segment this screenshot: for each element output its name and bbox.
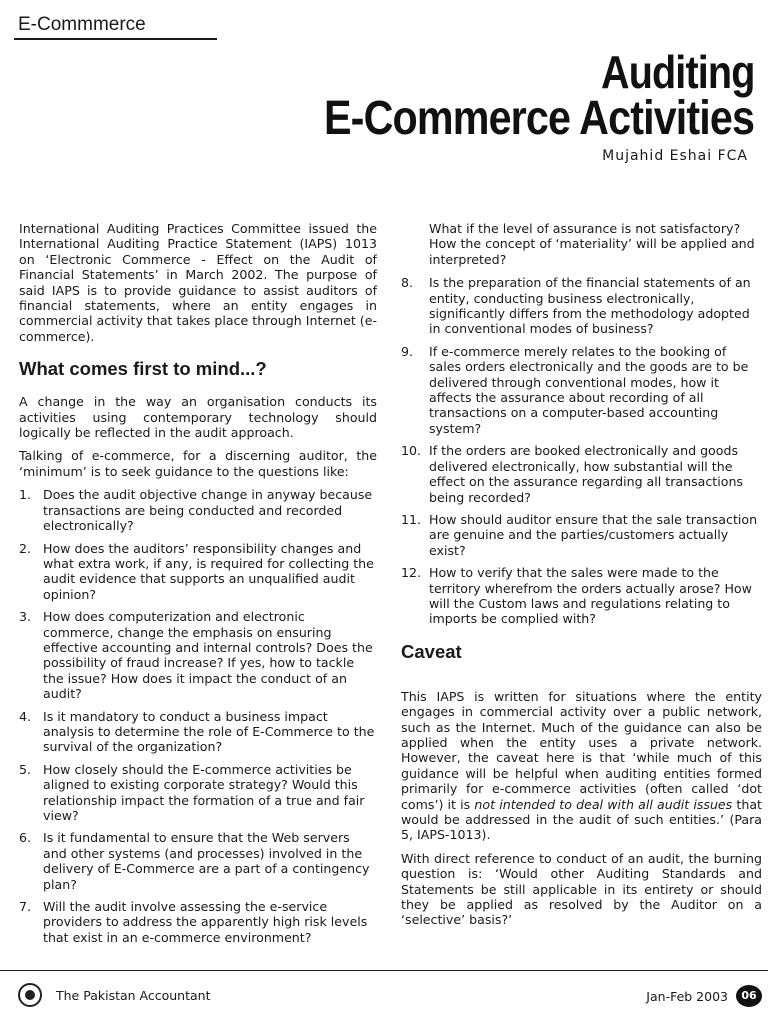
item-number: 7. (19, 899, 32, 915)
list-item (401, 443, 762, 505)
item-number: 10. (401, 443, 422, 459)
article-title-line-2: E-Commerce Activities (323, 92, 754, 145)
item-text: Will the audit involve assessing the e-service providers to address the apparently high risk levels that exist in an e-commerce environment? (43, 899, 368, 945)
item-text: Is the preparation of the financial statements of an entity, conducting business electronically, significantly differs from the methodology adopted in conventional modes of business? (429, 275, 751, 337)
left-column (19, 221, 377, 952)
list-item (401, 512, 762, 558)
item-text: Is it fundamental to ensure that the Web servers and other systems (and processes) involved in the delivery of E-Commerce are a part of a contingency plan? (43, 830, 370, 892)
intro-paragraph: International Auditing Practices Committee issued the International Auditing Practice Statement (IAPS) 1013 on ‘Electronic Commerce - Effect on the Audit of Financial Statements’ in March 2002. The purpose of said IAPS is to provide guidance to assist auditors of financial statements, where an entity engages in commercial activity that takes place through Internet (e-commerce). (19, 221, 377, 344)
item-number: 11. (401, 511, 422, 527)
right-column (401, 221, 762, 936)
item-number: 8. (401, 275, 414, 291)
page-number-badge: 06 (736, 985, 762, 1007)
list-item (401, 344, 762, 436)
list-item (19, 762, 377, 824)
item-text: How does computerization and electronic commerce, change the emphasis on ensuring effective accounting and internal controls? Does the possibility of fraud increase? If yes, how to tackle the issue? How does it impact the conduct of an audit? (43, 609, 373, 702)
section-tag: E-Commmerce (18, 14, 146, 35)
caveat-paragraph (401, 689, 762, 843)
item-text: If the orders are booked electronically and goods delivered electronically, how substantial will the effect on the assurance regarding all transactions being recorded? (429, 443, 743, 505)
item-number: 9. (401, 343, 414, 359)
question-list (19, 487, 377, 945)
footer-rule (0, 970, 768, 971)
caveat-text: This IAPS is written for situations where the entity engages in commercial activity over a public network, such as the Internet. Much of the guidance can also be applied when the entity uses a private network. However, the caveat here is that ‘while much of this guidance will be helpful when auditing entities formed primarily for e-commerce activities (often called ‘dot coms’) it is (401, 688, 762, 812)
paragraph: A change in the way an organisation conducts its activities using contemporary technology should logically be reflected in the audit approach. (19, 394, 377, 441)
item-text: How should auditor ensure that the sale transaction are genuine and the parties/customers actually exist? (429, 511, 758, 558)
list-item (19, 487, 377, 533)
list-item (401, 565, 762, 627)
section-rule (14, 38, 217, 40)
item-number: 6. (19, 830, 32, 846)
list-item (401, 275, 762, 337)
list-item (19, 899, 377, 945)
publication-name: The Pakistan Accountant (56, 988, 211, 1003)
list-item (19, 830, 377, 892)
list-item (19, 541, 377, 603)
item-text: How closely should the E-commerce activities be aligned to existing corporate strategy? Would this relationship impact the formation of a true and fair view? (43, 761, 365, 823)
continuation-text: What if the level of assurance is not satisfactory? How the concept of ‘materiality’ will be applied and interpreted? (429, 221, 755, 267)
article-title-line-1: Auditing (600, 46, 754, 98)
item-text: If e-commerce merely relates to the booking of sales orders electronically and the goods are to be delivered through conventional modes, how it affects the assurance about recording of all transactions on a computer-based accounting system? (429, 343, 749, 436)
section-heading: What comes first to mind...? (19, 358, 267, 380)
publication-logo-icon (18, 983, 42, 1007)
paragraph: Talking of e-commerce, for a discerning auditor, the ‘minimum’ is to seek guidance to the questions like: (19, 448, 377, 479)
item-number: 1. (19, 487, 32, 503)
item-text: Is it mandatory to conduct a business impact analysis to determine the role of E-Commerce to the survival of the organization? (43, 708, 375, 755)
question-list (401, 275, 762, 627)
item-number: 2. (19, 540, 32, 556)
list-item (19, 609, 377, 701)
item-number: 12. (401, 565, 422, 581)
caveat-text: that would be addressed in the audit of such entities.’ (Para 5, IAPS-1013). (401, 796, 762, 843)
item-text: How does the auditors’ responsibility changes and what extra work, if any, is required for collecting the audit evidence that supports an unqualified audit opinion? (43, 540, 374, 602)
list-item (19, 709, 377, 755)
item-number: 3. (19, 609, 32, 625)
issue-date: Jan-Feb 2003 (646, 989, 728, 1004)
item-text: Does the audit objective change in anyway because transactions are being conducted and recorded electronically? (43, 487, 373, 534)
item-number: 5. (19, 761, 32, 777)
author-byline: Mujahid Eshai FCA (602, 148, 748, 164)
item-text: How to verify that the sales were made to the territory wherefrom the orders actually arose? How will the Custom laws and regulations relating to imports be complied with? (429, 565, 752, 627)
caveat-emphasis: not intended to deal with all audit issues (474, 796, 733, 812)
caveat-paragraph: With direct reference to conduct of an audit, the burning question is: ‘Would other Auditing Standards and Statements be still applicable in its entirety or should they be applied as resolved by the Auditor on a ‘selective’ basis?’ (401, 850, 762, 928)
caveat-heading: Caveat (401, 640, 462, 662)
item-number: 4. (19, 708, 32, 724)
